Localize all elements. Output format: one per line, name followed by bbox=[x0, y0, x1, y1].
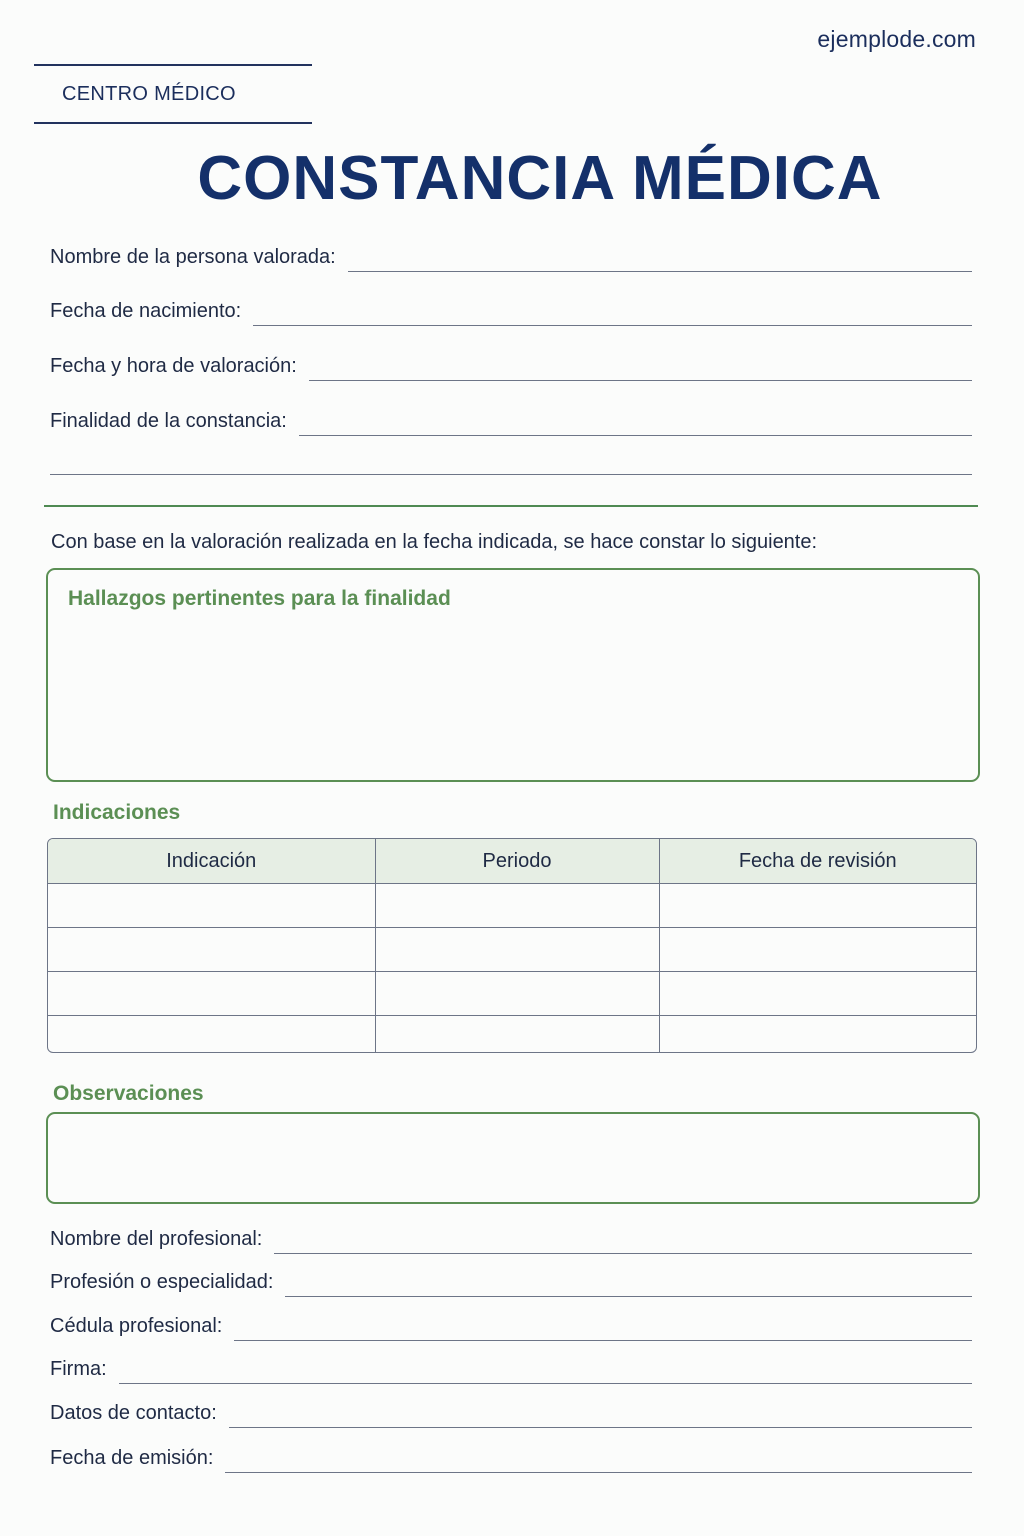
table-cell[interactable] bbox=[659, 1015, 976, 1052]
fill-line[interactable] bbox=[253, 324, 972, 326]
table-row bbox=[48, 1015, 976, 1052]
field-evaluation-datetime bbox=[50, 355, 972, 378]
observations-title: Observaciones bbox=[53, 1082, 204, 1105]
field-birth-date bbox=[50, 300, 972, 323]
table-cell[interactable] bbox=[659, 971, 976, 1015]
table-cell[interactable] bbox=[659, 884, 976, 928]
table-cell[interactable] bbox=[48, 927, 375, 971]
field-label: Fecha de nacimiento: bbox=[50, 300, 242, 322]
field-specialty bbox=[50, 1271, 972, 1294]
table-cell[interactable] bbox=[48, 971, 375, 1015]
fill-line[interactable] bbox=[309, 379, 972, 381]
field-label: Nombre de la persona valorada: bbox=[50, 246, 336, 268]
field-purpose bbox=[50, 410, 972, 433]
table-cell[interactable] bbox=[375, 1015, 659, 1052]
column-header-period: Periodo bbox=[375, 839, 659, 884]
document-title: CONSTANCIA MÉDICA bbox=[197, 144, 883, 213]
findings-title: Hallazgos pertinentes para la finalidad bbox=[68, 587, 451, 610]
fill-line[interactable] bbox=[285, 1295, 972, 1297]
table-cell[interactable] bbox=[48, 884, 375, 928]
purpose-continuation-line[interactable] bbox=[50, 474, 972, 475]
field-label: Finalidad de la constancia: bbox=[50, 410, 287, 432]
field-professional-name bbox=[50, 1228, 972, 1251]
field-signature bbox=[50, 1358, 972, 1381]
table-cell[interactable] bbox=[375, 927, 659, 971]
fill-line[interactable] bbox=[234, 1339, 972, 1341]
table-cell[interactable] bbox=[375, 971, 659, 1015]
field-label: Cédula profesional: bbox=[50, 1315, 223, 1337]
field-license bbox=[50, 1315, 972, 1338]
field-patient-name bbox=[50, 246, 972, 269]
table-row bbox=[48, 884, 976, 928]
column-header-review-date: Fecha de revisión bbox=[659, 839, 976, 884]
field-contact bbox=[50, 1402, 972, 1425]
field-label: Nombre del profesional: bbox=[50, 1228, 263, 1250]
indications-table bbox=[47, 838, 977, 1053]
fill-line[interactable] bbox=[119, 1382, 972, 1384]
site-url[interactable]: ejemplode.com bbox=[817, 26, 976, 52]
fill-line[interactable] bbox=[225, 1471, 972, 1473]
field-label: Fecha y hora de valoración: bbox=[50, 355, 297, 377]
fill-line[interactable] bbox=[299, 434, 972, 436]
fill-line[interactable] bbox=[348, 270, 972, 272]
field-label: Firma: bbox=[50, 1358, 107, 1380]
table-row bbox=[48, 971, 976, 1015]
table-cell[interactable] bbox=[659, 927, 976, 971]
section-divider bbox=[44, 505, 978, 507]
clinic-label: CENTRO MÉDICO bbox=[62, 83, 236, 105]
table-row bbox=[48, 927, 976, 971]
field-label: Profesión o especialidad: bbox=[50, 1271, 274, 1293]
indications-title: Indicaciones bbox=[53, 801, 181, 824]
field-label: Datos de contacto: bbox=[50, 1402, 217, 1424]
findings-box[interactable] bbox=[46, 568, 980, 782]
field-label: Fecha de emisión: bbox=[50, 1447, 214, 1469]
table-header-row bbox=[48, 839, 976, 884]
column-header-indication: Indicación bbox=[48, 839, 375, 884]
observations-box[interactable] bbox=[46, 1112, 980, 1204]
table-cell[interactable] bbox=[48, 1015, 375, 1052]
intro-text: Con base en la valoración realizada en la fecha indicada, se hace constar lo siguiente: bbox=[51, 531, 818, 553]
field-issue-date bbox=[50, 1447, 972, 1470]
fill-line[interactable] bbox=[274, 1252, 972, 1254]
clinic-header-box bbox=[34, 64, 312, 124]
table-cell[interactable] bbox=[375, 884, 659, 928]
fill-line[interactable] bbox=[229, 1426, 972, 1428]
